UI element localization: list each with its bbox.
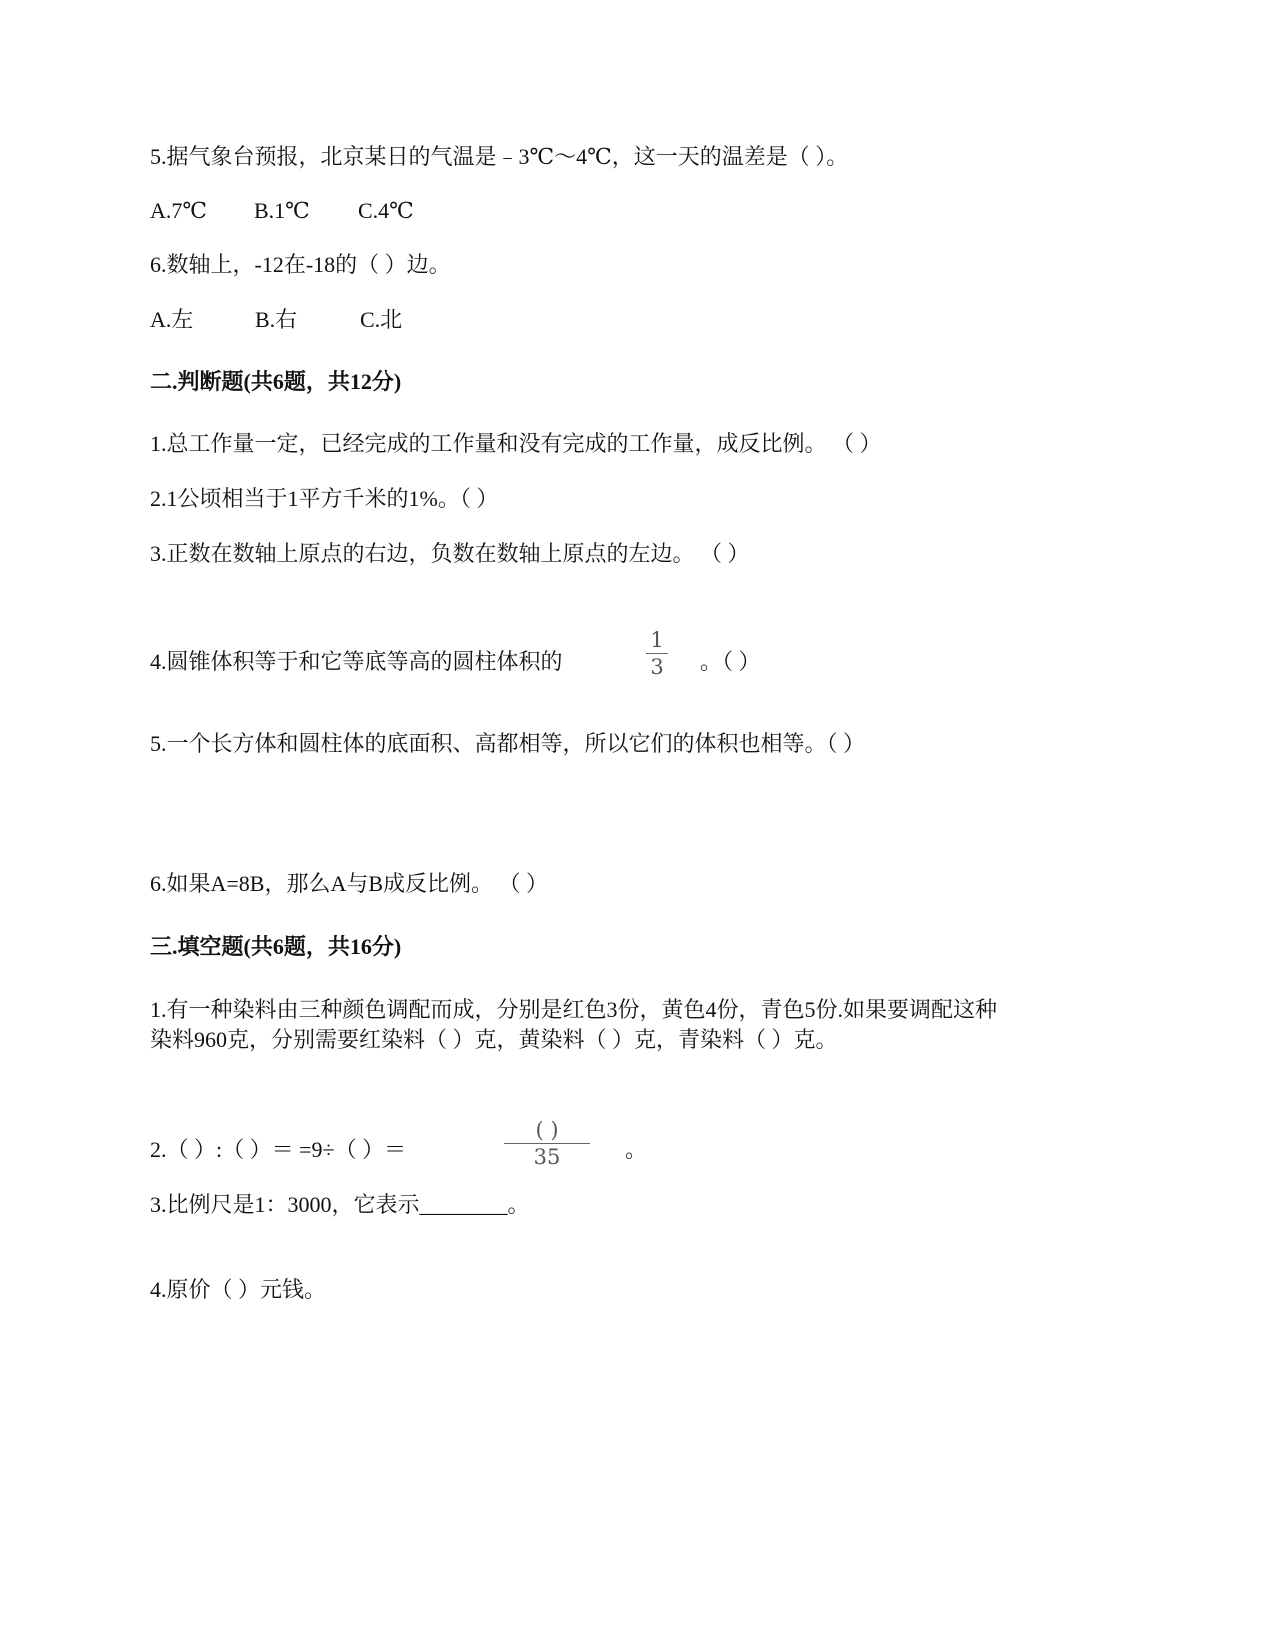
option-a: A.7℃ — [150, 198, 207, 223]
fill-item-1-line-1: 1.有一种染料由三种颜色调配而成，分别是红色3份，黄色4份，青色5份.如果要调配这种 — [150, 997, 998, 1022]
fraction-numerator: ( ) — [535, 1118, 559, 1142]
fill-item-2-tail: 。 — [625, 1137, 648, 1162]
fill-item-1-line-2: 染料960克，分别需要红染料（ ）克，黄染料（ ）克，青染料（ ）克。 — [150, 1027, 838, 1052]
section-2-heading: 二.判断题(共6题，共12分) — [150, 369, 402, 394]
question-6-options — [150, 305, 402, 335]
question-6-text: 6.数轴上，-12在-18的（ ）边。 — [150, 252, 451, 277]
judge-item-2: 2.1公顷相当于1平方千米的1%。（ ） — [150, 486, 499, 511]
judge-item-4-tail: 。（ ） — [700, 649, 761, 674]
fraction-numerator: 1 — [650, 628, 664, 652]
fraction-bar — [504, 1143, 590, 1144]
fraction-denominator: 3 — [650, 655, 664, 679]
judge-item-6: 6.如果A=8B，那么A与B成反比例。 （ ） — [150, 871, 549, 896]
judge-item-5: 5.一个长方体和圆柱体的底面积、高都相等，所以它们的体积也相等。（ ） — [150, 731, 866, 756]
option-b: B.右 — [255, 307, 298, 332]
option-c: C.北 — [360, 307, 403, 332]
section-3-heading: 三.填空题(共6题，共16分) — [150, 934, 402, 959]
option-c: C.4℃ — [358, 198, 414, 223]
judge-item-1: 1.总工作量一定，已经完成的工作量和没有完成的工作量，成反比例。 （ ） — [150, 431, 882, 456]
fraction-bar — [646, 653, 668, 654]
option-a: A.左 — [150, 307, 194, 332]
fraction-one-third — [646, 628, 668, 679]
fill-item-2: 2.（ ）:（ ）＝ =9÷（ ）＝ — [150, 1137, 407, 1162]
question-5-options — [150, 196, 414, 226]
option-b: B.1℃ — [254, 198, 310, 223]
fill-item-4: 4.原价（ ）元钱。 — [150, 1277, 327, 1302]
judge-item-3: 3.正数在数轴上原点的右边，负数在数轴上原点的左边。 （ ） — [150, 541, 750, 566]
fraction-blank-over-35 — [504, 1118, 590, 1169]
fill-item-3: 3.比例尺是1：3000，它表示________。 — [150, 1192, 530, 1217]
judge-item-4: 4.圆锥体积等于和它等底等高的圆柱体积的 — [150, 649, 563, 674]
fraction-denominator: 35 — [533, 1145, 561, 1169]
question-5-text: 5.据气象台预报，北京某日的气温是﹣3℃～4℃，这一天的温差是（ ）。 — [150, 144, 849, 169]
